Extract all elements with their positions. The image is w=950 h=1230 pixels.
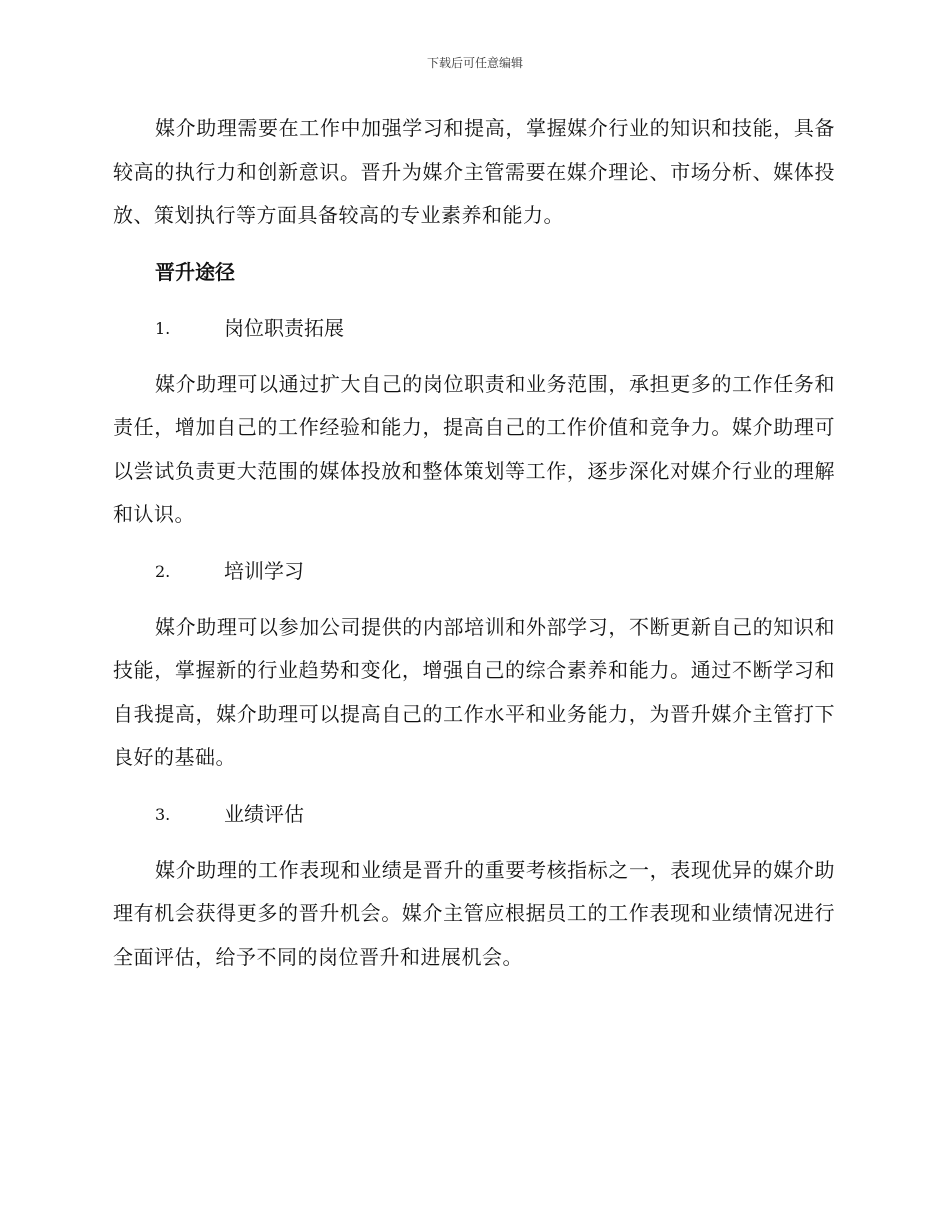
section-heading: 晋升途径 — [155, 259, 235, 284]
list-number: 3. — [155, 804, 171, 824]
page-header: 下载后可任意编辑 — [426, 56, 523, 70]
document-body — [113, 107, 835, 979]
list-item-3 — [113, 793, 835, 836]
intro-paragraph: 媒介助理需要在工作中加强学习和提高，掌握媒介行业的知识和技能，具备较高的执行力和创新意识。晋升为媒介主管需要在媒介理论、市场分析、媒体投放、策划执行等方面具备较高的专业素养和能力。 — [113, 116, 835, 227]
item-1-paragraph: 媒介助理可以通过扩大自己的岗位职责和业务范围，承担更多的工作任务和责任，增加自己的工作经验和能力，提高自己的工作价值和竞争力。媒介助理可以尝试负责更大范围的媒体投放和整体策划等工作，逐步深化对媒介行业的理解和认识。 — [113, 371, 835, 526]
list-label: 培训学习 — [224, 558, 304, 583]
list-item-2 — [113, 550, 835, 593]
list-number: 1. — [155, 318, 171, 338]
list-item-1 — [113, 307, 835, 350]
item-3-paragraph: 媒介助理的工作表现和业绩是晋升的重要考核指标之一，表现优异的媒介助理有机会获得更多的晋升机会。媒介主管应根据员工的工作表现和业绩情况进行全面评估，给予不同的岗位晋升和进展机会。 — [113, 857, 835, 969]
list-label: 岗位职责拓展 — [224, 315, 344, 340]
item-2-paragraph: 媒介助理可以参加公司提供的内部培训和外部学习，不断更新自己的知识和技能，掌握新的行业趋势和变化，增强自己的综合素养和能力。通过不断学习和自我提高，媒介助理可以提高自己的工作水平和业务能力，为晋升媒介主管打下良好的基础。 — [113, 614, 835, 769]
list-label: 业绩评估 — [224, 801, 304, 826]
list-number: 2. — [155, 561, 171, 581]
